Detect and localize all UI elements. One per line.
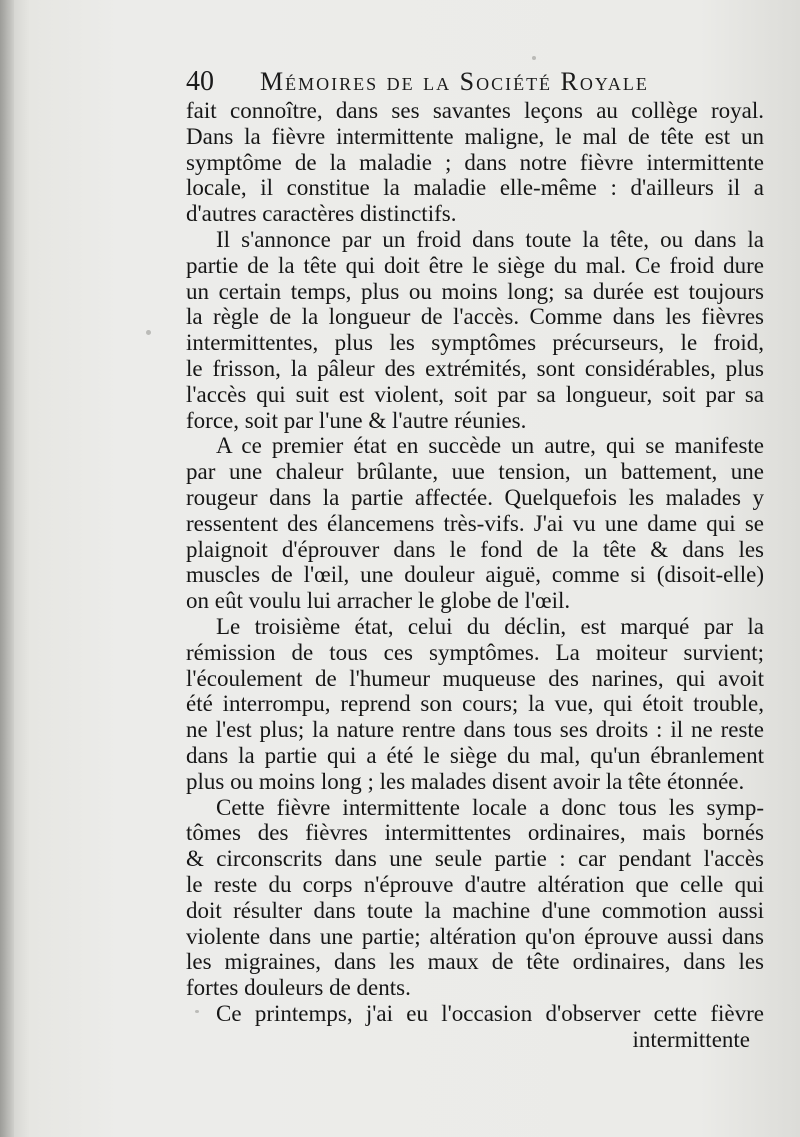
text-line: plus ou moins long ; les malades disent avoir la tête étonnée.: [186, 768, 745, 794]
text-line: tômes des fièvres intermittentes ordinaires, mais bornés: [186, 820, 764, 846]
text-line: A ce premier état en succède un autre, qui se manifeste: [216, 433, 764, 459]
page-number: 40: [186, 66, 214, 97]
text-line: locale, il constitue la maladie elle-même : d'ailleurs il a: [186, 175, 764, 201]
text-line: d'autres caractères distinctifs.: [186, 201, 457, 227]
text-line: Le troisième état, celui du déclin, est marqué par la: [216, 613, 764, 639]
text-line: muscles de l'œil, une douleur aiguë, comme si (disoit-elle): [186, 562, 764, 588]
text-line: dans la partie qui a été le siège du mal, qu'un ébranlement: [186, 742, 764, 768]
text-line: Dans la fièvre intermittente maligne, le mal de tête est un: [186, 123, 764, 149]
text-line: & circonscrits dans une seule partie : car pendant l'accès: [186, 846, 764, 872]
text-line: la règle de la longueur de l'accès. Comme dans les fièvres: [186, 304, 764, 330]
text-line: rémission de tous ces symptômes. La moiteur survient;: [186, 639, 764, 665]
text-line: intermittentes, plus les symptômes précurseurs, le froid,: [186, 330, 764, 356]
text-line: le frisson, la pâleur des extrémités, sont considérables, plus: [186, 355, 764, 381]
text-line: symptôme de la maladie ; dans notre fièvre intermittente: [186, 149, 764, 175]
paper-speck: [146, 330, 151, 335]
text-line: force, soit par l'une & l'autre réunies.: [186, 407, 527, 433]
text-line: été interrompu, reprend son cours; la vue, qui étoit trouble,: [186, 691, 764, 717]
text-line: doit résulter dans toute la machine d'une commotion aussi: [186, 897, 764, 923]
text-line: le reste du corps n'éprouve d'autre altération que celle qui: [186, 871, 764, 897]
running-title: Mémoires de la Société Royale: [260, 67, 649, 96]
catchword: intermittente: [632, 1026, 750, 1052]
text-line: Cette fièvre intermittente locale a donc tous les symp-: [216, 794, 764, 820]
text-line: ressentent des élancemens très-vifs. J'ai vu une dame qui se: [186, 510, 764, 536]
text-line: on eût voulu lui arracher le globe de l'œil.: [186, 588, 571, 614]
text-line: fait connoître, dans ses savantes leçons au collège royal.: [186, 98, 764, 123]
paper-speck: [532, 56, 536, 60]
text-line: un certain temps, plus ou moins long; sa durée est toujours: [186, 278, 764, 304]
text-line: Il s'annonce par un froid dans toute la tête, ou dans la: [216, 226, 764, 252]
text-line: par une chaleur brûlante, uue tension, un battement, une: [186, 459, 764, 485]
text-line: l'écoulement de l'humeur muqueuse des narines, qui avoit: [186, 665, 764, 691]
text-line: fortes douleurs de dents.: [186, 975, 411, 1001]
text-line: partie de la tête qui doit être le siège du mal. Ce froid dure: [186, 252, 764, 278]
text-line: l'accès qui suit est violent, soit par sa longueur, soit par sa: [186, 381, 764, 407]
text-line: Ce printemps, j'ai eu l'occasion d'observer cette fièvre: [216, 1000, 764, 1026]
text-line: plaignoit d'éprouver dans le fond de la tête & dans les: [186, 536, 764, 562]
body-text: [186, 98, 764, 1052]
text-line: rougeur dans la partie affectée. Quelquefois les malades y: [186, 484, 764, 510]
paper-speck: [195, 1010, 199, 1013]
text-line: violente dans une partie; altération qu'on éprouve aussi dans: [186, 923, 764, 949]
text-line: les migraines, dans les maux de tête ordinaires, dans les: [186, 949, 764, 975]
page-header: [186, 62, 746, 102]
text-line: ne l'est plus; la nature rentre dans tous ses droits : il ne reste: [186, 717, 764, 743]
